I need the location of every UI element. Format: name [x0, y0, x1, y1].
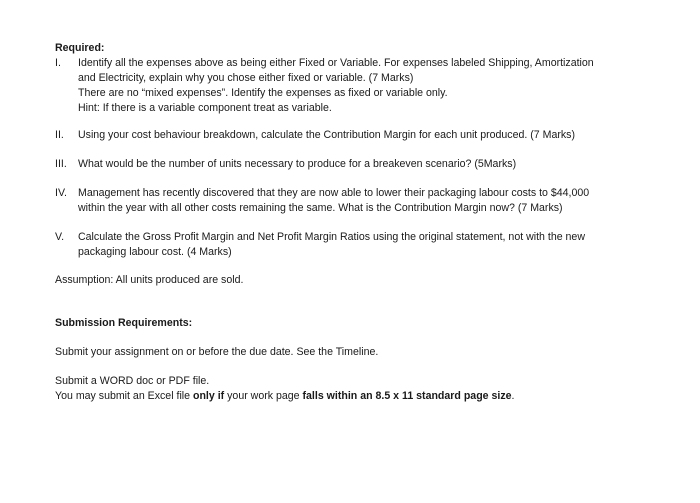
assumption-text: Assumption: All units produced are sold. — [55, 274, 244, 286]
submission-due-text: Submit your assignment on or before the due date. See the Timeline. — [55, 346, 379, 358]
requirement-numeral: IV. — [55, 187, 67, 199]
requirement-line: packaging labour cost. (4 Marks) — [78, 246, 232, 258]
submission-excel-text — [55, 389, 645, 404]
requirement-item-3 — [55, 157, 645, 172]
requirement-line: Using your cost behaviour breakdown, calculate the Contribution Margin for each unit produced. (7 Marks) — [78, 129, 575, 141]
requirement-item-4 — [55, 186, 645, 216]
requirement-line: and Electricity, explain why you chose either fixed or variable. (7 Marks) — [78, 72, 414, 84]
assignment-document — [55, 41, 645, 404]
requirement-item-5 — [55, 230, 645, 260]
requirement-line: There are no “mixed expenses”. Identify the expenses as fixed or variable only. — [78, 87, 448, 99]
requirement-hint: Hint: If there is a variable component treat as variable. — [78, 102, 332, 114]
requirement-text — [78, 186, 645, 216]
requirement-line: Calculate the Gross Profit Margin and Net Profit Margin Ratios using the original statement, not with the new — [78, 231, 585, 243]
excel-text-only-if: only if — [192, 390, 225, 402]
requirement-numeral: III. — [55, 158, 67, 170]
requirement-line: within the year with all other costs remaining the same. What is the Contribution Margin now? (7 Marks) — [78, 202, 563, 214]
requirement-numeral: II. — [55, 129, 64, 141]
requirement-text — [78, 128, 645, 143]
required-heading: Required: — [55, 42, 105, 54]
requirement-numeral: V. — [55, 231, 65, 243]
requirement-item-2 — [55, 128, 645, 143]
requirements-list — [55, 56, 645, 260]
requirement-text — [78, 56, 645, 116]
requirement-line: Identify all the expenses above as being either Fixed or Variable. For expenses labeled Shipping, Amortization — [78, 57, 594, 69]
excel-text-page-size: falls within an 8.5 x 11 standard page size — [302, 390, 512, 402]
requirement-text — [78, 230, 645, 260]
excel-text-suffix: . — [511, 390, 515, 402]
submission-format-text: Submit a WORD doc or PDF file. — [55, 375, 210, 387]
submission-heading: Submission Requirements: — [55, 317, 193, 329]
requirement-numeral: I. — [55, 57, 61, 69]
requirement-text — [78, 157, 645, 172]
requirement-line: Management has recently discovered that they are now able to lower their packaging labour costs to $44,000 — [78, 187, 590, 199]
requirement-line: What would be the number of units necessary to produce for a breakeven scenario? (5Marks) — [78, 158, 517, 170]
requirement-item-1 — [55, 56, 645, 116]
excel-text-middle: your work page — [224, 390, 303, 402]
excel-text-prefix: You may submit an Excel file — [55, 390, 193, 402]
